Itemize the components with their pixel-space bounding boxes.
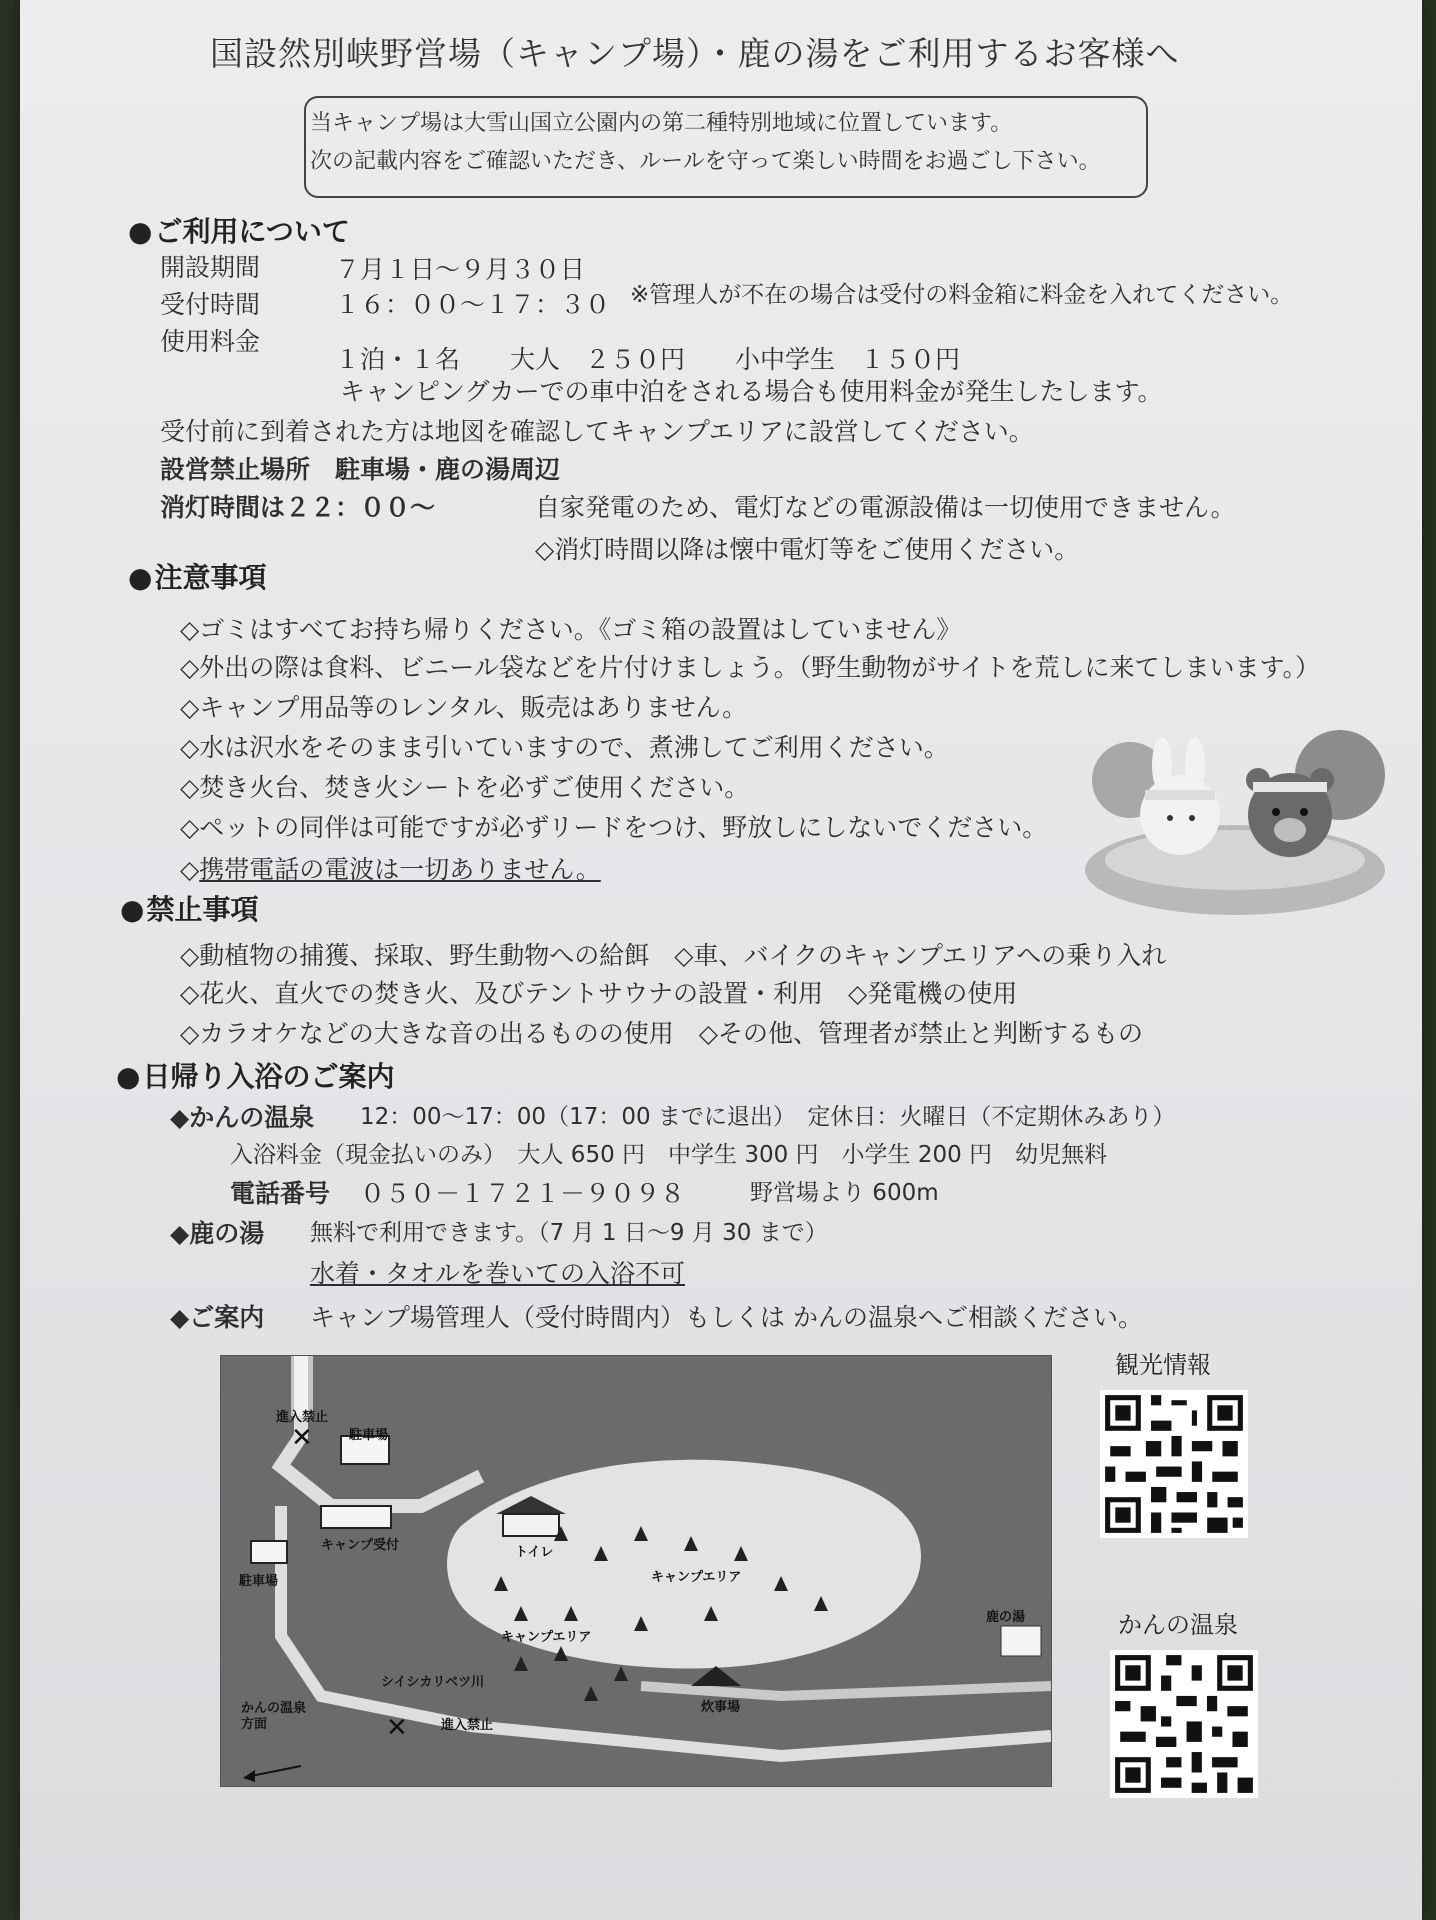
map-label-no-entry-top: 進入禁止 [276, 1410, 329, 1425]
prohibited-row: ◇カラオケなどの大きな音の出るものの使用 ◇その他、管理者が禁止と判断するもの [180, 1019, 1143, 1048]
caution-item: ◇焚き火台、焚き火シートを必ずご使用ください。 [180, 773, 750, 802]
section-usage-heading: ● ご利用について [128, 210, 350, 250]
caution-item: ◇ペットの同伴は可能ですが必ずリードをつけ、野放しにしないでください。 [180, 813, 1048, 842]
caution-item: ◇外出の際は食料、ビニール袋などを片付けましょう。（野生動物がサイトを荒しに来てしまいます。） [180, 653, 1320, 682]
section-cautions-heading: ● 注意事項 [128, 556, 266, 596]
shika-no-yu-text: 無料で利用できます。（7 月 1 日～9 月 30 まで） [310, 1220, 828, 1246]
flyer-paper [20, 0, 1422, 1920]
kanno-hours: 12：00～17：00（17：00 までに退出） 定休日：火曜日（不定期休みあり） [360, 1104, 1176, 1130]
map-label-river: シイシカリベツ川 [381, 1675, 485, 1690]
campsite-map [220, 1355, 1052, 1787]
period-value: ７月１日～９月３０日 [335, 255, 586, 284]
map-label-camp-area-right: キャンプエリア [651, 1570, 742, 1585]
onsen-mascot-illustration [1070, 720, 1400, 920]
qr-kanno-graphic [1110, 1650, 1258, 1798]
section-prohibited-heading: ● 禁止事項 [120, 888, 258, 928]
map-label-camp-reception: キャンプ受付 [321, 1538, 400, 1553]
qr-tourism-label: 観光情報 [1115, 1351, 1211, 1379]
map-label-parking-top: 駐車場 [349, 1428, 389, 1443]
map-graphic [221, 1356, 1051, 1786]
info-label: ◆ご案内 [170, 1303, 265, 1332]
early-arrival-note: 受付前に到着された方は地図を確認してキャンプエリアに設営してください。 [160, 417, 1034, 446]
page-title: 国設然別峡野営場（キャンプ場）・鹿の湯をご利用するお客様へ [210, 34, 1180, 73]
prohibited-row: ◇花火、直火での焚き火、及びテントサウナの設置・利用 ◇発電機の使用 [180, 979, 1018, 1008]
qr-code-kanno-onsen[interactable] [1110, 1650, 1258, 1798]
kanno-onsen-label: ◆かんの温泉 [170, 1103, 315, 1132]
kanno-distance: 野営場より 600m [750, 1180, 939, 1206]
prohibited-row: ◇動植物の捕獲、採取、野生動物への給餌 ◇車、バイクのキャンプエリアへの乗り入れ [180, 941, 1167, 970]
shika-no-yu-rule: 水着・タオルを巻いての入浴不可 [310, 1259, 686, 1288]
map-label-no-entry-bottom: 進入禁止 [441, 1718, 494, 1733]
camper-note: キャンピングカーでの車中泊をされる場合も使用料金が発生したします。 [340, 377, 1163, 406]
phone-signal-note: 携帯電話の電波は一切ありません。 [199, 855, 601, 884]
caution-item: ◇キャンプ用品等のレンタル、販売はありません。 [180, 693, 748, 722]
qr-code-tourism[interactable] [1100, 1390, 1248, 1538]
fee-value: １泊・１名 大人 ２５０円 小中学生 １５０円 [335, 345, 961, 374]
info-text: キャンプ場管理人（受付時間内）もしくは かんの温泉へご相談ください。 [310, 1303, 1143, 1332]
caution-item: ◇水は沢水をそのまま引いていますので、煮沸してご利用ください。 [180, 733, 949, 762]
section-bathing-heading: ● 日帰り入浴のご案内 [116, 1055, 394, 1095]
flashlight-note: ◇消灯時間以降は懐中電灯等をご使用ください。 [535, 535, 1080, 564]
map-label-kitchen: 炊事場 [701, 1700, 741, 1715]
caution-item-phone [180, 850, 601, 886]
prohibited-place: 設営禁止場所 駐車場・鹿の湯周辺 [160, 455, 561, 484]
fee-label: 使用料金 [160, 327, 261, 356]
notice-line-2: 次の記載内容をご確認いただき、ルールを守って楽しい時間をお過ごし下さい。 [310, 149, 1101, 174]
reception-value: １６：００～１７：３０ [335, 290, 611, 319]
period-label: 開設期間 [160, 253, 261, 282]
notice-line-1: 当キャンプ場は大雪山国立公園内の第二種特別地域に位置しています。 [310, 111, 1013, 136]
reception-label: 受付時間 [160, 290, 261, 319]
svg-text:✕: ✕ [291, 1423, 313, 1453]
bullet: ◇ [180, 855, 200, 884]
shika-no-yu-label: ◆鹿の湯 [170, 1219, 265, 1248]
qr-kanno-label: かんの温泉 [1118, 1611, 1238, 1639]
kanno-phone-label: 電話番号 [230, 1179, 331, 1208]
map-label-camp-area-left: キャンプエリア [501, 1630, 592, 1645]
caution-item: ◇ゴミはすべてお持ち帰りください。《ゴミ箱の設置はしていません》 [180, 615, 962, 644]
svg-text:✕: ✕ [386, 1713, 408, 1743]
map-label-parking-left: 駐車場 [239, 1574, 279, 1589]
lights-out: 消灯時間は２２：００～ [160, 493, 436, 522]
kanno-fee: 入浴料金（現金払いのみ） 大人 650 円 中学生 300 円 小学生 200 円 幼児無料 [230, 1142, 1108, 1168]
map-label-shika-no-yu: 鹿の湯 [986, 1610, 1026, 1625]
power-note: 自家発電のため、電灯などの電源設備は一切使用できません。 [535, 493, 1236, 522]
reception-note: ※管理人が不在の場合は受付の料金箱に料金を入れてください。 [630, 282, 1294, 308]
kanno-phone: ０５０－１７２１－９０９８ [360, 1179, 686, 1208]
map-label-kanno-direction: かんの温泉 方面 [241, 1701, 307, 1732]
qr-tourism-graphic [1100, 1390, 1248, 1538]
map-label-toilet: トイレ [515, 1545, 554, 1560]
